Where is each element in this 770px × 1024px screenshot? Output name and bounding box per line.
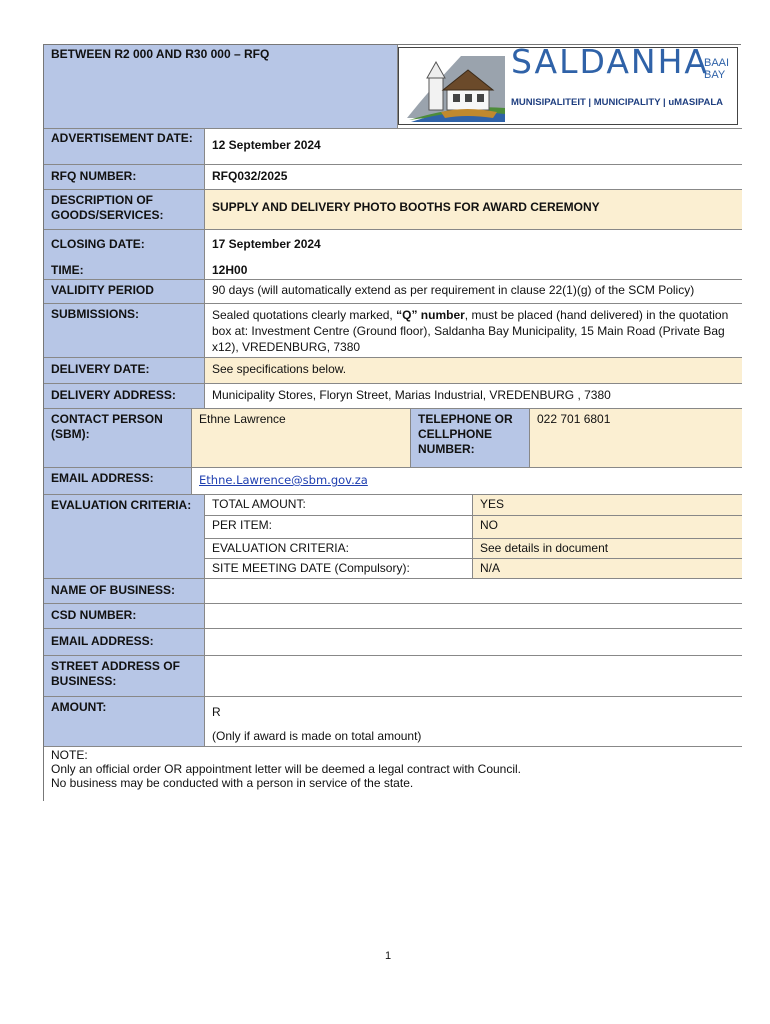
form-title: BETWEEN R2 000 AND R30 000 – RFQ <box>51 47 270 61</box>
description-label: DESCRIPTION OF GOODS/SERVICES: <box>44 190 205 230</box>
eval-item-criteria: EVALUATION CRITERIA: <box>205 539 473 559</box>
contact-person-label: CONTACT PERSON (SBM): <box>44 409 192 468</box>
amount-field[interactable] <box>205 697 742 747</box>
eval-item-total-amount: TOTAL AMOUNT: <box>205 495 473 516</box>
submissions-label: SUBMISSIONS: <box>44 304 205 358</box>
logo-tagline: MUNISIPALITEIT | MUNICIPALITY | uMASIPALA <box>511 97 724 108</box>
street-address-field[interactable] <box>205 656 742 697</box>
rfq-number-label: RFQ NUMBER: <box>44 165 205 190</box>
time-value: 12H00 <box>212 263 248 277</box>
rfq-number-value: RFQ032/2025 <box>205 165 742 190</box>
eval-value-site-meeting: N/A <box>473 559 742 579</box>
note-heading: NOTE: <box>51 748 88 762</box>
delivery-address-value: Municipality Stores, Floryn Street, Marias Industrial, VREDENBURG , 7380 <box>205 384 742 409</box>
rfq-form <box>43 44 741 801</box>
contact-email-link[interactable]: Ethne.Lawrence@sbm.gov.za <box>199 473 368 487</box>
eval-item-site-meeting: SITE MEETING DATE (Compulsory): <box>205 559 473 579</box>
town-hall-icon <box>401 48 509 124</box>
business-name-label: NAME OF BUSINESS: <box>44 579 205 604</box>
email-value-cell <box>192 468 742 495</box>
validity-value: 90 days (will automatically extend as per requirement in clause 22(1)(g) of the SCM Policy) <box>205 280 742 304</box>
amount-note: (Only if award is made on total amount) <box>212 729 422 743</box>
amount-label: AMOUNT: <box>44 697 205 747</box>
email-label: EMAIL ADDRESS: <box>44 468 192 495</box>
evaluation-label: EVALUATION CRITERIA: <box>44 495 205 579</box>
bidder-email-field[interactable] <box>205 629 742 656</box>
eval-value-total-amount: YES <box>473 495 742 516</box>
logo-name: SALDANHA <box>511 45 709 81</box>
closing-date-label: CLOSING DATE: TIME: <box>44 230 205 280</box>
closing-date-value: 17 September 2024 12H00 <box>205 230 742 280</box>
form-title-cell <box>44 45 398 129</box>
delivery-date-value: See specifications below. <box>205 358 742 384</box>
page-number: 1 <box>385 950 392 962</box>
delivery-date-label: DELIVERY DATE: <box>44 358 205 384</box>
street-address-label: STREET ADDRESS OF BUSINESS: <box>44 656 205 697</box>
submissions-value: Sealed quotations clearly marked, “Q” number, must be placed (hand delivered) in the quotation box at: Investment Centre (Ground floor), Saldanha Bay Municipality, 15 Main Road (Private Bag x12), VREDENBURG, 7380 <box>205 304 742 358</box>
eval-value-criteria: See details in document <box>473 539 742 559</box>
amount-currency: R <box>212 705 221 719</box>
eval-value-per-item: NO <box>473 516 742 539</box>
bidder-email-label: EMAIL ADDRESS: <box>44 629 205 656</box>
contact-person-value: Ethne Lawrence <box>192 409 411 468</box>
note-section <box>44 747 742 802</box>
validity-label: VALIDITY PERIOD <box>44 280 205 304</box>
csd-number-field[interactable] <box>205 604 742 629</box>
description-value: SUPPLY AND DELIVERY PHOTO BOOTHS FOR AWARD CEREMONY <box>205 190 742 230</box>
telephone-label: TELEPHONE OR CELLPHONE NUMBER: <box>411 409 530 468</box>
q-number-emphasis: “Q” number <box>396 308 465 322</box>
note-line-2: No business may be conducted with a person in service of the state. <box>51 776 414 790</box>
logo-bay: BAY <box>704 69 726 81</box>
eval-item-per-item: PER ITEM: <box>205 516 473 539</box>
note-line-1: Only an official order OR appointment letter will be deemed a legal contract with Council. <box>51 762 522 776</box>
time-label: TIME: <box>51 263 84 277</box>
csd-number-label: CSD NUMBER: <box>44 604 205 629</box>
municipality-logo <box>398 47 738 125</box>
telephone-value: 022 701 6801 <box>530 409 742 468</box>
business-name-field[interactable] <box>205 579 742 604</box>
advert-date-value: 12 September 2024 <box>205 129 742 165</box>
advert-date-label: ADVERTISEMENT DATE: <box>44 129 205 165</box>
logo-baai: BAAI <box>704 57 730 69</box>
logo-cell <box>398 45 742 129</box>
delivery-address-label: DELIVERY ADDRESS: <box>44 384 205 409</box>
